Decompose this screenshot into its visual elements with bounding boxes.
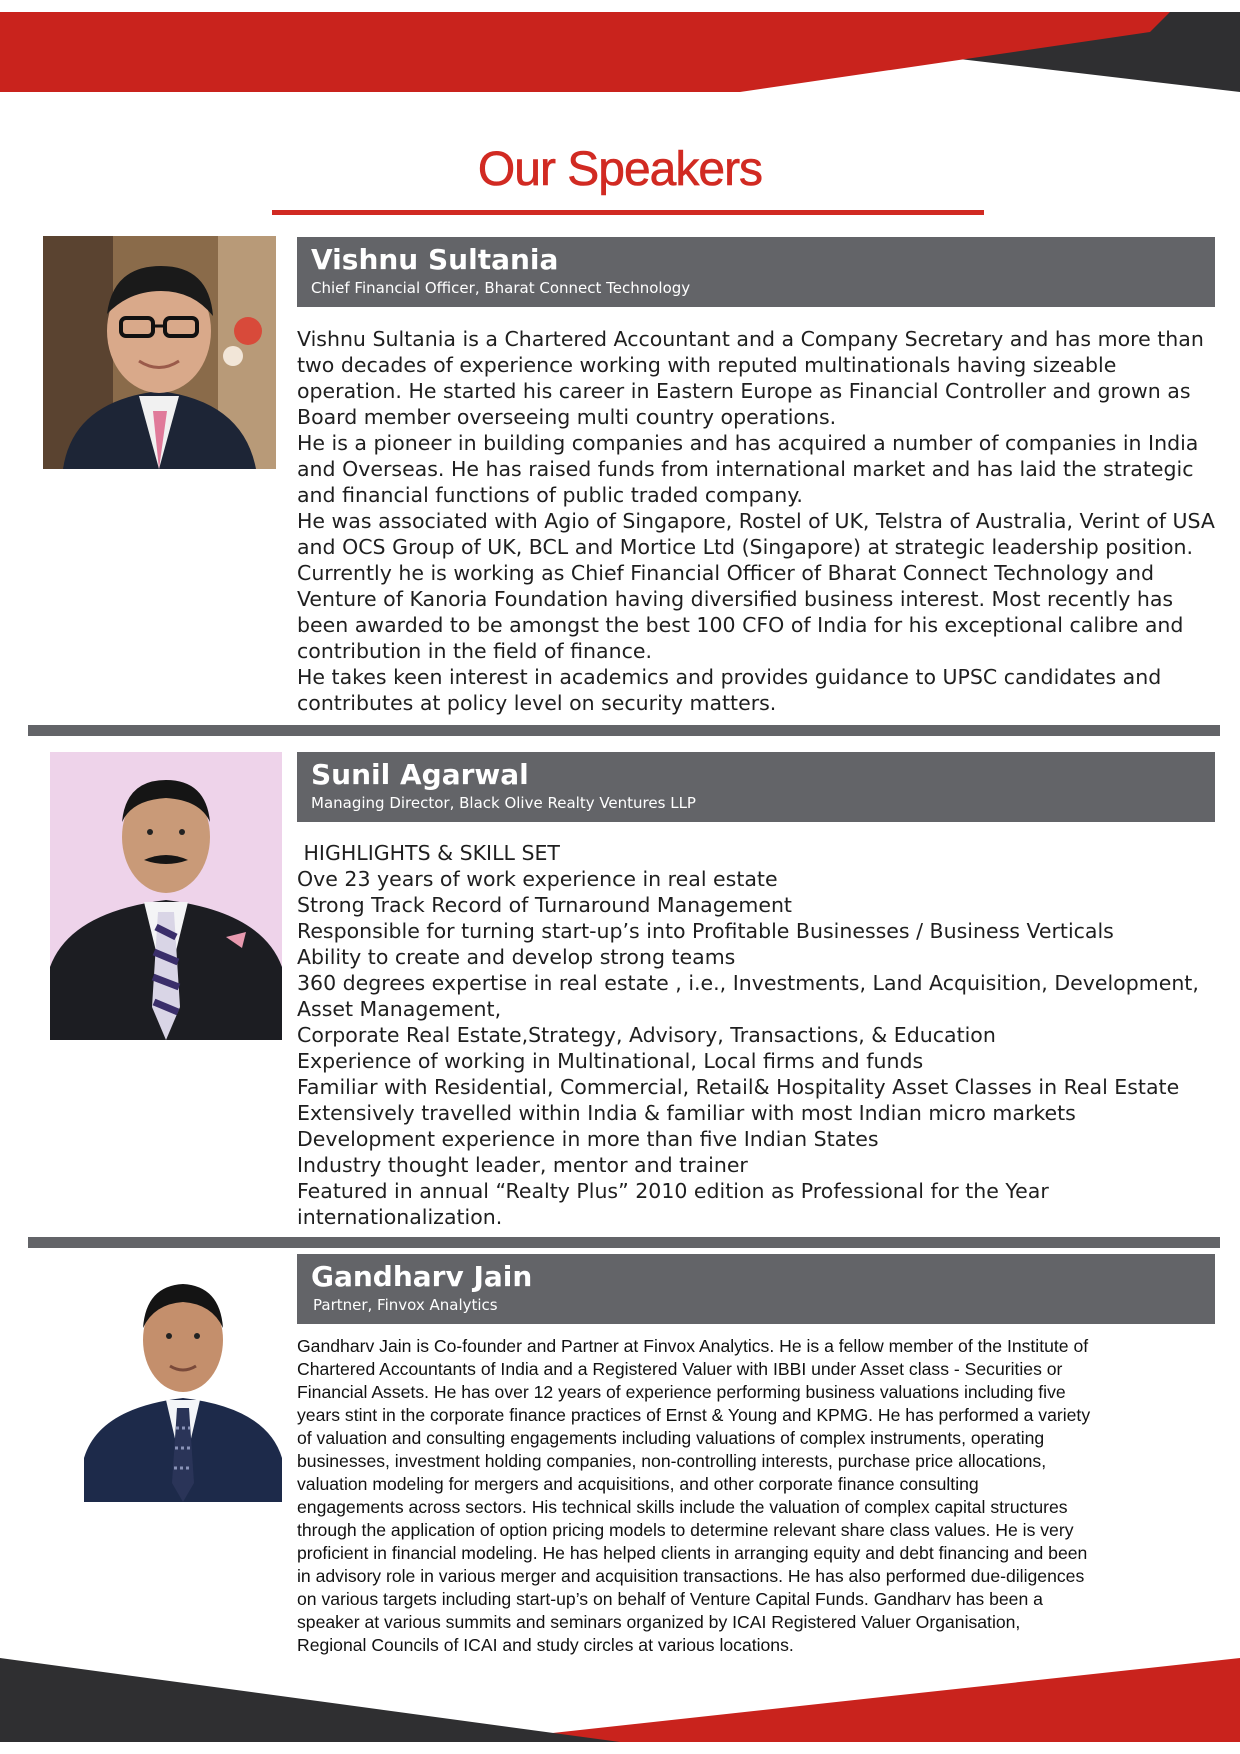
speaker-role: Partner, Finvox Analytics (313, 1296, 498, 1314)
bio-line: Industry thought leader, mentor and trainer (297, 1153, 748, 1177)
bio-line: HIGHLIGHTS & SKILL SET (297, 841, 560, 865)
bio-line: Development experience in more than five Indian States (297, 1127, 879, 1151)
top-banner-red-shape (0, 12, 1170, 92)
speaker-bio-gandharv-jain (297, 1335, 1237, 1657)
speaker-name: Sunil Agarwal (311, 758, 529, 791)
bio-line: Responsible for turning start-up’s into Profitable Businesses / Business Verticals (297, 919, 1114, 943)
bio-line: Regional Councils of ICAI and study circles at various locations. (297, 1635, 794, 1655)
top-banner (0, 0, 1240, 100)
speaker-role: Chief Financial Officer, Bharat Connect Technology (311, 279, 691, 297)
bio-line: through the application of option pricing models to determine relevant share class values. He is very (297, 1520, 1074, 1540)
speaker-photo-gandharv-jain (84, 1258, 282, 1502)
bio-line: Board member overseeing multi country operations. (297, 405, 837, 429)
bio-line: He takes keen interest in academics and provides guidance to UPSC candidates and (297, 665, 1162, 689)
bottom-banner (0, 1650, 1240, 1754)
bio-line: Familiar with Residential, Commercial, Retail& Hospitality Asset Classes in Real Estate (297, 1075, 1180, 1099)
bottom-banner-red-shape (470, 1658, 1240, 1742)
bio-line: and Overseas. He has raised funds from international market and has laid the strategic (297, 457, 1194, 481)
bio-line: 360 degrees expertise in real estate , i.e., Investments, Land Acquisition, Development, (297, 971, 1199, 995)
speaker-photo-sunil-agarwal (50, 752, 282, 1040)
bio-line: He is a pioneer in building companies and has acquired a number of companies in India (297, 431, 1199, 455)
bio-line: and OCS Group of UK, BCL and Mortice Ltd (Singapore) at strategic leadership position. (297, 535, 1194, 559)
bio-line: Extensively travelled within India & familiar with most Indian micro markets (297, 1101, 1076, 1125)
bio-line: Currently he is working as Chief Financial Officer of Bharat Connect Technology and (297, 561, 1154, 585)
bio-line: operation. He started his career in Eastern Europe as Financial Controller and grown as (297, 379, 1191, 403)
bio-line: contribution in the field of finance. (297, 639, 653, 663)
bio-line: speaker at various summits and seminars organized by ICAI Registered Valuer Organisation, (297, 1612, 1021, 1632)
bio-line: proficient in financial modeling. He has helped clients in arranging equity and debt financing and been (297, 1543, 1088, 1563)
bio-line: internationalization. (297, 1205, 503, 1229)
speaker-photo-vishnu-sultania (43, 236, 276, 469)
title-underline (272, 210, 984, 215)
bio-line: and financial functions of public traded company. (297, 483, 803, 507)
speaker-name: Vishnu Sultania (311, 243, 559, 276)
section-divider (28, 1237, 1220, 1248)
speaker-header-gandharv-jain (297, 1254, 1215, 1324)
page-title: Our Speakers (477, 143, 763, 196)
speaker-header-vishnu-sultania (297, 237, 1215, 307)
bio-line: Asset Management, (297, 997, 502, 1021)
bio-line: Experience of working in Multinational, Local firms and funds (297, 1049, 924, 1073)
speaker-header-sunil-agarwal (297, 752, 1215, 822)
speaker-bio-vishnu-sultania (297, 326, 1237, 716)
bio-line: Gandharv Jain is Co-founder and Partner at Finvox Analytics. He is a fellow member of the Institute of (297, 1336, 1089, 1356)
speaker-bio-sunil-agarwal (297, 840, 1237, 1230)
bio-line: in advisory role in various merger and acquisition transactions. He has also performed due-diligences (297, 1566, 1085, 1586)
bio-line: businesses, investment holding companies, non-controlling interests, purchase price allocations, (297, 1451, 1047, 1471)
speaker-name: Gandharv Jain (311, 1260, 533, 1293)
bio-line: years stint in the corporate finance practices of Ernst & Young and KPMG. He has performed a variety (297, 1405, 1091, 1425)
bio-line: valuation modeling for mergers and acquisitions, and other corporate finance consulting (297, 1474, 979, 1494)
section-divider (28, 725, 1220, 736)
bio-line: engagements across sectors. His technical skills include the valuation of complex capital structures (297, 1497, 1068, 1517)
bio-line: Chartered Accountants of India and a Registered Valuer with IBBI under Asset class - Securities or (297, 1359, 1063, 1379)
bio-line: been awarded to be amongst the best 100 CFO of India for his exceptional calibre and (297, 613, 1184, 637)
bio-line: Corporate Real Estate,Strategy, Advisory, Transactions, & Education (297, 1023, 996, 1047)
bio-line: Ove 23 years of work experience in real estate (297, 867, 778, 891)
bio-line: Vishnu Sultania is a Chartered Accountant and a Company Secretary and has more than (297, 327, 1204, 351)
bio-line: two decades of experience working with reputed multinationals having sizeable (297, 353, 1117, 377)
bio-line: Featured in annual “Realty Plus” 2010 edition as Professional for the Year (297, 1179, 1049, 1203)
bio-line: Venture of Kanoria Foundation having diversified business interest. Most recently has (297, 587, 1174, 611)
bio-line: Ability to create and develop strong teams (297, 945, 736, 969)
bio-line: Financial Assets. He has over 12 years of experience performing business valuations including five (297, 1382, 1066, 1402)
bio-line: on various targets including start-up’s on behalf of Venture Capital Funds. Gandharv has been a (297, 1589, 1043, 1609)
bio-line: He was associated with Agio of Singapore, Rostel of UK, Telstra of Australia, Verint of USA (297, 509, 1215, 533)
bio-line: Strong Track Record of Turnaround Management (297, 893, 792, 917)
speaker-role: Managing Director, Black Olive Realty Ventures LLP (311, 794, 696, 812)
bio-line: contributes at policy level on security matters. (297, 691, 777, 715)
bio-line: of valuation and consulting engagements including valuations of complex instruments, operating (297, 1428, 1045, 1448)
bottom-banner-dark-shape (0, 1658, 620, 1742)
